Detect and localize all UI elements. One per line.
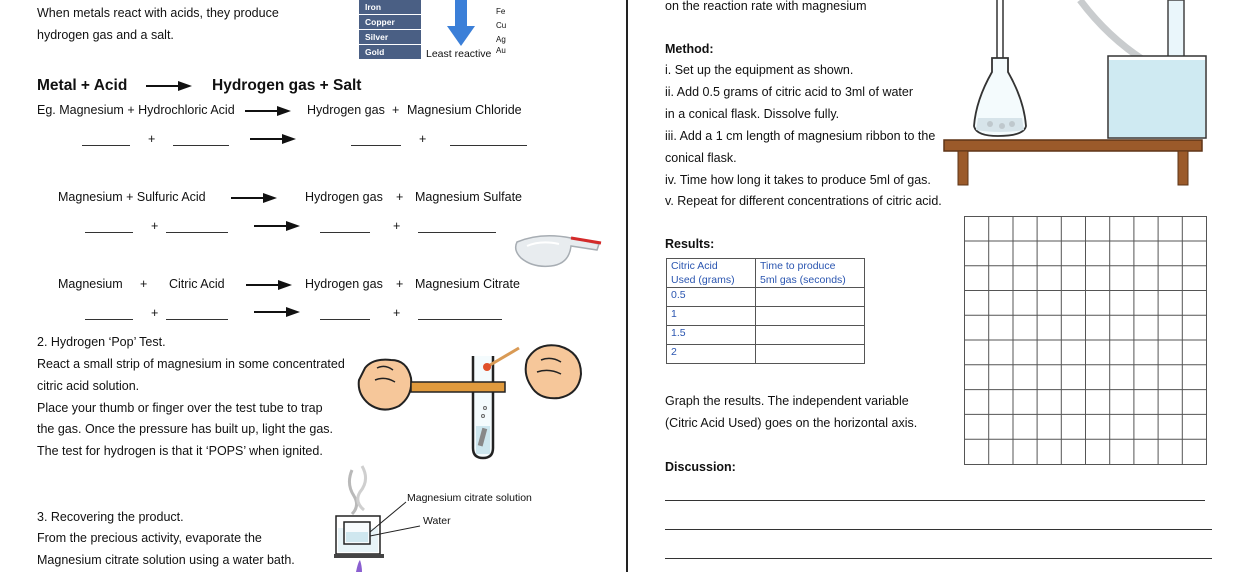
table-cell: 0.5 [667, 288, 756, 307]
arrow-icon [146, 80, 192, 92]
plus-sign: + [140, 277, 148, 291]
answer-blank[interactable] [166, 319, 228, 320]
answer-blank[interactable] [82, 145, 130, 146]
table-row [667, 345, 865, 364]
example-product-1: Hydrogen gas [307, 103, 385, 117]
arrow-icon [254, 220, 300, 232]
discussion-line[interactable] [665, 558, 1212, 559]
example-product-2: Magnesium Chloride [407, 103, 522, 117]
plus-sign: + [392, 103, 400, 117]
plus-sign: + [419, 132, 427, 146]
table-cell-empty[interactable] [756, 288, 865, 307]
discussion-heading: Discussion: [665, 460, 736, 474]
arrow-icon [246, 279, 292, 291]
reactivity-symbol: Cu [496, 21, 507, 30]
plus-sign: + [148, 132, 156, 146]
reactivity-metal: Iron [359, 0, 421, 15]
reactivity-metal: Gold [359, 45, 421, 60]
plus-sign: + [396, 277, 404, 291]
method-heading: Method: [665, 42, 714, 56]
reactivity-symbol: Fe [496, 7, 506, 16]
answer-blank[interactable] [418, 232, 496, 233]
example-lhs: Eg. Magnesium + Hydrochloric Acid [37, 103, 235, 117]
discussion-line[interactable] [665, 500, 1205, 501]
method-step: v. Repeat for different concentrations of citric acid. [665, 194, 942, 208]
graph-instruction-line: (Citric Acid Used) goes on the horizontal axis. [665, 416, 918, 430]
recovery-line: From the precious activity, evaporate the [37, 531, 262, 545]
recovery-title: 3. Recovering the product. [37, 510, 184, 524]
plus-sign: + [393, 306, 401, 320]
method-step: ii. Add 0.5 grams of citric acid to 3ml of water [665, 85, 914, 99]
reactivity-metal: Silver [359, 30, 421, 45]
discussion-line[interactable] [665, 529, 1212, 530]
answer-blank[interactable] [85, 319, 133, 320]
results-heading: Results: [665, 237, 715, 251]
reactivity-symbol: Au [496, 46, 506, 55]
method-step: iii. Add a 1 cm length of magnesium ribbon to the [665, 129, 936, 143]
method-step: iv. Time how long it takes to produce 5ml of gas. [665, 173, 931, 187]
label-water: Water [423, 515, 451, 527]
answer-blank[interactable] [320, 232, 370, 233]
eq3-product-2: Magnesium Citrate [415, 277, 520, 291]
answer-blank[interactable] [85, 232, 133, 233]
aim-tail: on the reaction rate with magnesium [665, 0, 867, 13]
eq2-lhs: Magnesium + Sulfuric Acid [58, 190, 206, 204]
table-header-cell: Citric Acid Used (grams) [667, 259, 756, 288]
general-equation-rhs: Hydrogen gas + Salt [212, 77, 362, 94]
eq3-product-1: Hydrogen gas [305, 277, 383, 291]
table-cell-empty[interactable] [756, 326, 865, 345]
answer-blank[interactable] [173, 145, 229, 146]
pop-test-line: the gas. Once the pressure has built up, light the gas. [37, 422, 334, 436]
graph-instruction-line: Graph the results. The independent variable [665, 394, 909, 408]
table-row [667, 307, 865, 326]
plus-sign: + [151, 306, 159, 320]
reactivity-metal: Copper [359, 15, 421, 30]
pop-test-illustration [355, 338, 587, 462]
graph-grid[interactable] [964, 216, 1208, 466]
table-header-cell: Time to produce 5ml gas (seconds) [756, 259, 865, 288]
arrow-icon [231, 192, 277, 204]
table-row [667, 259, 865, 288]
results-table [666, 258, 865, 364]
plus-sign: + [393, 219, 401, 233]
reactivity-down-arrow-icon [444, 0, 478, 48]
answer-blank[interactable] [351, 145, 401, 146]
pop-test-line: citric acid solution. [37, 379, 140, 393]
table-cell: 1.5 [667, 326, 756, 345]
answer-blank[interactable] [450, 145, 527, 146]
table-cell: 2 [667, 345, 756, 364]
reactivity-series [359, 0, 421, 60]
page-divider [626, 0, 628, 572]
plus-sign: + [396, 190, 404, 204]
reactivity-symbol: Ag [496, 35, 506, 44]
pop-test-line: React a small strip of magnesium in some concentrated [37, 357, 345, 371]
intro-line-2: hydrogen gas and a salt. [37, 28, 174, 42]
method-step: conical flask. [665, 151, 737, 165]
plus-sign: + [151, 219, 159, 233]
eq3-reactant-1: Magnesium [58, 277, 123, 291]
safety-goggles-icon [511, 230, 605, 272]
pop-test-title: 2. Hydrogen ‘Pop’ Test. [37, 335, 166, 349]
general-equation-lhs: Metal + Acid [37, 77, 128, 94]
table-cell-empty[interactable] [756, 307, 865, 326]
arrow-icon [250, 133, 296, 145]
eq2-product-1: Hydrogen gas [305, 190, 383, 204]
answer-blank[interactable] [418, 319, 502, 320]
table-cell-empty[interactable] [756, 345, 865, 364]
recovery-line: Magnesium citrate solution using a water bath. [37, 553, 295, 567]
intro-line-1: When metals react with acids, they produce [37, 6, 279, 20]
pop-test-line: Place your thumb or finger over the test tube to trap [37, 401, 323, 415]
table-row [667, 288, 865, 307]
method-step: in a conical flask. Dissolve fully. [665, 107, 840, 121]
least-reactive-label: Least reactive [426, 48, 492, 60]
pop-test-line: The test for hydrogen is that it ‘POPS’ when ignited. [37, 444, 323, 458]
eq2-product-2: Magnesium Sulfate [415, 190, 523, 204]
table-row [667, 326, 865, 345]
table-cell: 1 [667, 307, 756, 326]
method-step: i. Set up the equipment as shown. [665, 63, 854, 77]
arrow-icon [254, 306, 300, 318]
answer-blank[interactable] [320, 319, 370, 320]
arrow-icon [245, 105, 291, 117]
eq3-reactant-2: Citric Acid [169, 277, 225, 291]
gas-collection-apparatus [940, 0, 1220, 192]
label-magnesium-citrate-solution: Magnesium citrate solution [407, 492, 532, 504]
answer-blank[interactable] [166, 232, 228, 233]
